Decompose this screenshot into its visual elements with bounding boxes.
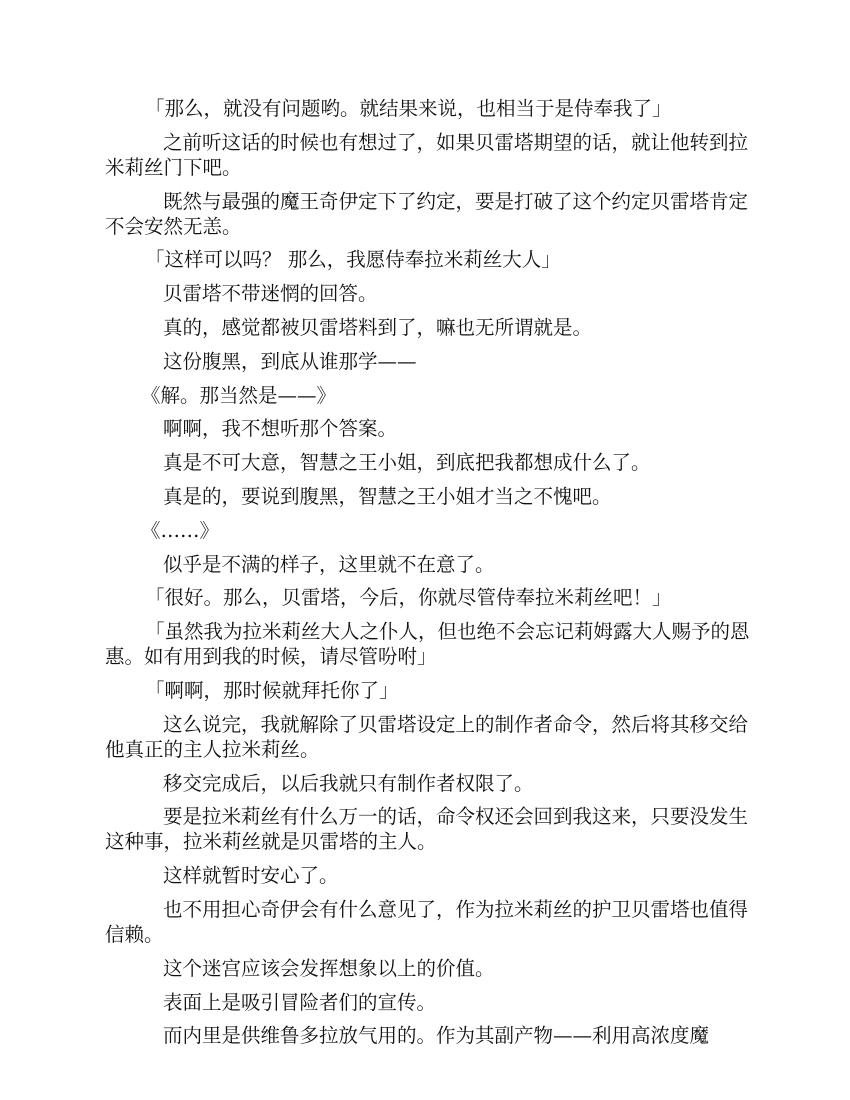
narration-paragraph: 这份腹黑，到底从谁那学——: [163, 349, 417, 373]
dialogue-paragraph: 「啊啊，那时候就拜托你了」: [145, 678, 399, 702]
narration-paragraph: 贝雷塔不带迷惘的回答。: [163, 282, 378, 306]
narration-paragraph: 似乎是不满的样子，这里就不在意了。: [163, 552, 495, 576]
narration-paragraph: 真的，感觉都被贝雷塔料到了，嘛也无所谓就是。: [163, 315, 593, 339]
narration-paragraph: 这个迷宫应该会发挥想象以上的价值。: [163, 956, 495, 980]
narration-paragraph: 也不用担心奇伊会有什么意见了，作为拉米莉丝的护卫贝雷塔也值得信赖。: [105, 897, 749, 946]
dialogue-paragraph: 「这样可以吗？ 那么，我愿侍奉拉米莉丝大人」: [145, 248, 561, 272]
sage-dialogue-paragraph: 《……》: [141, 518, 220, 542]
dialogue-paragraph: 「那么，就没有问题哟。就结果来说，也相当于是侍奉我了」: [145, 97, 672, 120]
narration-paragraph: 既然与最强的魔王奇伊定下了约定，要是打破了这个约定贝雷塔肯定不会安然无恙。: [105, 189, 749, 238]
narration-paragraph: 表面上是吸引冒险者们的宣传。: [163, 990, 437, 1014]
narration-paragraph: 这样就暂时安心了。: [163, 864, 339, 888]
narration-paragraph: 之前听这话的时候也有想过了，如果贝雷塔期望的话，就让他转到拉米莉丝门下吧。: [105, 130, 749, 179]
dialogue-paragraph: 「虽然我为拉米莉丝大人之仆人，但也绝不会忘记莉姆露大人赐予的恩惠。如有用到我的时候，请尽管吩咐」: [105, 620, 750, 669]
narration-paragraph: 移交完成后，以后我就只有制作者权限了。: [163, 771, 534, 795]
sage-dialogue-paragraph: 《解。那当然是——》: [141, 383, 337, 407]
narration-paragraph: 真是的，要说到腹黑，智慧之王小姐才当之不愧吧。: [163, 484, 612, 508]
dialogue-paragraph: 「很好。那么，贝雷塔，今后，你就尽管侍奉拉米莉丝吧！」: [145, 586, 672, 610]
narration-paragraph: 真是不可大意，智慧之王小姐，到底把我都想成什么了。: [163, 451, 651, 475]
novel-text-body: [105, 96, 755, 1057]
narration-paragraph: 啊啊，我不想听那个答案。: [163, 417, 398, 441]
narration-paragraph: 这么说完，我就解除了贝雷塔设定上的制作者命令，然后将其移交给他真正的主人拉米莉丝。: [105, 712, 749, 761]
narration-paragraph: 而内里是供维鲁多拉放气用的。作为其副产物——利用高浓度魔: [163, 1024, 710, 1048]
narration-paragraph: 要是拉米莉丝有什么万一的话，命令权还会回到我这来，只要没发生这种事，拉米莉丝就是贝雷塔的主人。: [105, 805, 749, 854]
